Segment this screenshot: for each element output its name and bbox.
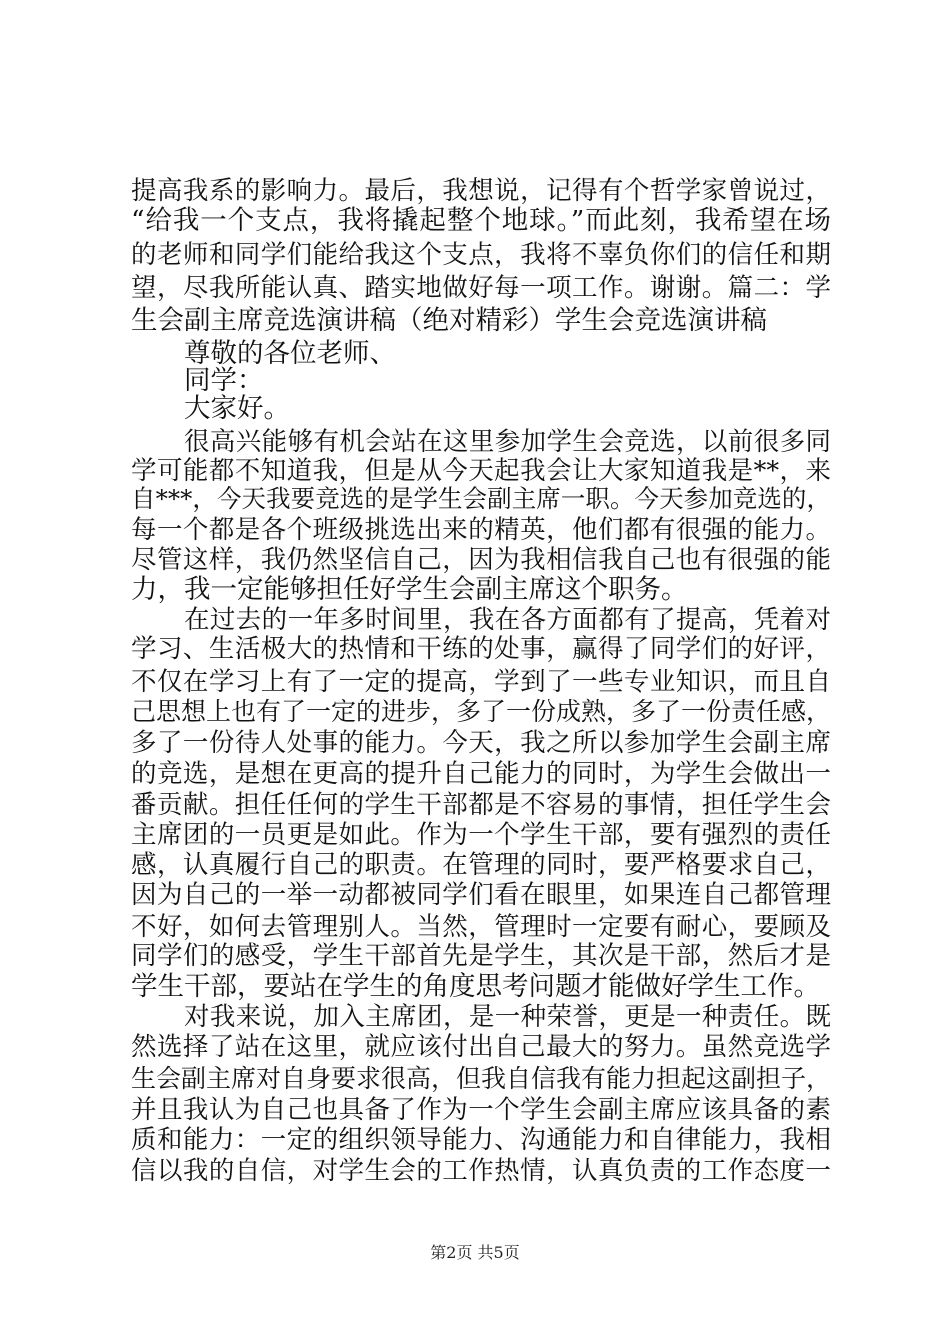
text-line: 尽管这样，我仍然坚信自己，因为我相信我自己也有很强的能 <box>131 545 831 575</box>
text-line: 质和能力：一定的组织领导能力、沟通能力和自律能力，我相 <box>131 1125 831 1155</box>
text-line: 尊敬的各位老师、 <box>184 338 396 369</box>
text-line: 然选择了站在这里，就应该付出自己最大的努力。虽然竞选学 <box>131 1032 831 1062</box>
text-line: 多了一份待人处事的能力。今天，我之所以参加学生会副主席 <box>131 728 831 758</box>
text-line: 不仅在学习上有了一定的提高，学到了一些专业知识，而且自 <box>131 667 831 697</box>
text-line: 并且我认为自己也具备了作为一个学生会副主席应该具备的素 <box>131 1095 831 1125</box>
text-line: 学生干部，要站在学生的角度思考问题才能做好学生工作。 <box>131 971 820 1002</box>
text-line: 对我来说，加入主席团，是一种荣誉，更是一种责任。既 <box>184 1002 831 1032</box>
text-line: 很高兴能够有机会站在这里参加学生会竞选，以前很多同 <box>184 427 831 457</box>
text-line: 感，认真履行自己的职责。在管理的同时，要严格要求自己， <box>131 850 831 880</box>
text-line: 同学们的感受，学生干部首先是学生，其次是干部，然后才是 <box>131 941 831 971</box>
text-line: 不好，如何去管理别人。当然，管理时一定要有耐心，要顾及 <box>131 912 831 942</box>
text-line: 每一个都是各个班级挑选出来的精英，他们都有很强的能力。 <box>131 515 831 545</box>
text-line: 力，我一定能够担任好学生会副主席这个职务。 <box>131 574 688 605</box>
text-line: 学可能都不知道我，但是从今天起我会让大家知道我是**，来 <box>131 456 831 486</box>
text-line: 主席团的一员更是如此。作为一个学生干部，要有强烈的责任 <box>131 820 831 850</box>
text-line: 学习、生活极大的热情和干练的处事，赢得了同学们的好评， <box>131 634 831 664</box>
text-line: 在过去的一年多时间里，我在各方面都有了提高，凭着对 <box>184 605 831 635</box>
text-line: 大家好。 <box>184 393 290 424</box>
text-line: “给我一个支点，我将撬起整个地球。”而此刻，我希望在场 <box>131 205 831 236</box>
text-line: 因为自己的一举一动都被同学们看在眼里，如果连自己都管理 <box>131 880 831 910</box>
text-line: 的老师和同学们能给我这个支点，我将不辜负你们的信任和期 <box>131 240 831 270</box>
text-line: 信以我的自信，对学生会的工作热情，认真负责的工作态度一 <box>131 1156 831 1186</box>
text-line: 提高我系的影响力。最后，我想说，记得有个哲学家曾说过， <box>131 176 831 206</box>
text-line: 生会副主席竞选演讲稿（绝对精彩）学生会竞选演讲稿 <box>131 305 767 336</box>
text-line: 生会副主席对自身要求很高，但我自信我有能力担起这副担子， <box>131 1064 832 1093</box>
text-line: 己思想上也有了一定的进步，多了一份成熟，多了一份责任感， <box>131 697 832 726</box>
text-line: 望，尽我所能认真、踏实地做好每一项工作。谢谢。篇二：学 <box>131 273 831 303</box>
text-line: 自***，今天我要竞选的是学生会副主席一职。今天参加竞选的， <box>131 484 831 513</box>
text-line: 番贡献。担任任何的学生干部都是不容易的事情，担任学生会 <box>131 790 831 820</box>
text-line: 的竞选，是想在更高的提升自己能力的同时，为学生会做出一 <box>131 759 831 789</box>
text-line: 同学： <box>184 365 264 396</box>
page-number-footer: 第2页 共5页 <box>430 1243 520 1262</box>
